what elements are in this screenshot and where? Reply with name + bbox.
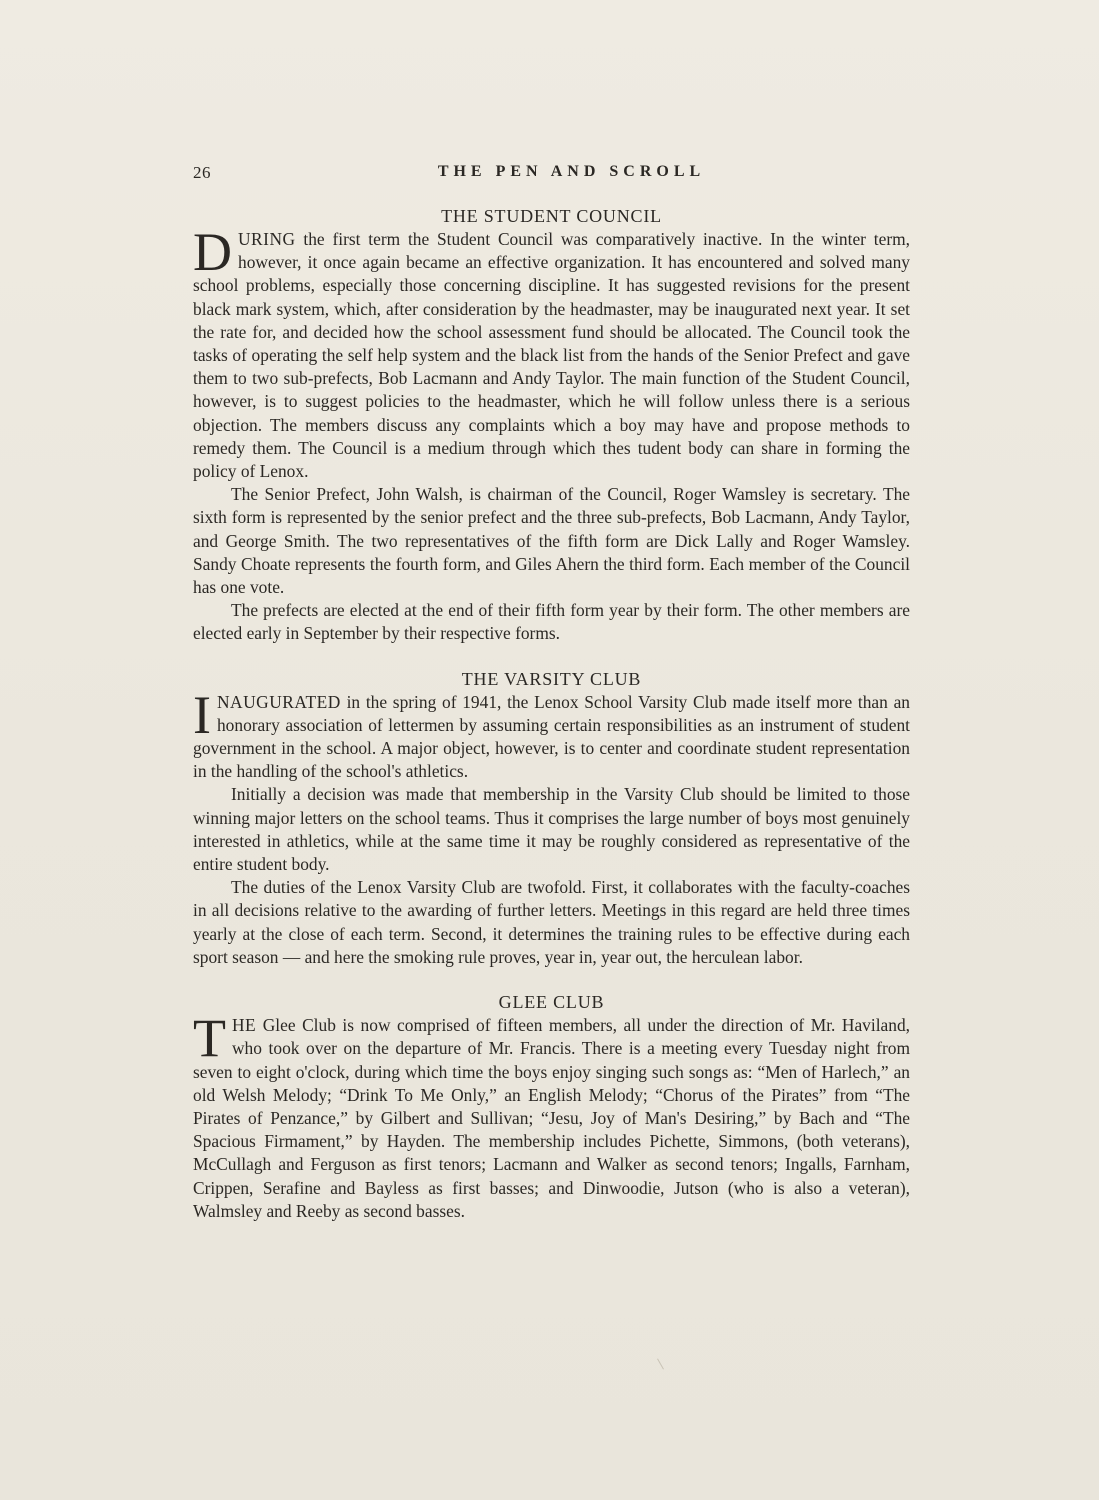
- paragraph: The duties of the Lenox Varsity Club are twofold. First, it collaborates with the faculty-coaches in all decisions relative to the awarding of further letters. Meetings in this regard are held three times yearly at the close of each term. Second, it determines the training rules to be effective during each sport season — and here the smoking rule proves, year in, year out, the herculean labor.: [193, 877, 910, 967]
- running-header: [193, 163, 910, 185]
- paragraph: [193, 222, 910, 483]
- section-title: THE STUDENT COUNCIL: [441, 206, 662, 226]
- paragraph-text: in the spring of 1941, the Lenox School Varsity Club made itself more than an honorary association of lettermen by assuming certain responsibilities as an instrument of student government in the school. A major object, however, is to center and coordinate student representation in the handling of the school's athletics.: [193, 691, 910, 782]
- paragraph-text: the first term the Student Council was comparatively inactive. In the winter term, however, it once again became an effective organization. It has encountered and solved many school problems, especially those concerning discipline. It has suggested revisions for the present black mark system, which, after consideration by the headmaster, may be inaugurated next year. It set the rate for, and decided how the school assessment fund should be allocated. The Council took the tasks of operating the self help system and the black list from the hands of the Senior Prefect and gave them to two sub-prefects, Bob Lacmann and Andy Taylor. The main function of the Student Council, however, is to suggest policies to the headmaster, which he will follow unless there is a serious objection. The members discuss any complaints which a boy may have and propose methods to remedy them. The Council is a medium through which thes tudent body can share in forming the policy of Lenox.: [193, 229, 910, 482]
- paragraph: [193, 1008, 910, 1223]
- section-varsity-club: [193, 668, 910, 969]
- paper-mark: [657, 1359, 664, 1370]
- drop-cap: D: [193, 222, 232, 282]
- paragraph: The prefects are elected at the end of their fifth form year by their form. The other members are elected early in September by their respective forms.: [193, 600, 910, 644]
- lead-word: URING: [238, 229, 296, 249]
- drop-cap: I: [193, 684, 211, 745]
- drop-cap: T: [193, 1008, 226, 1069]
- paragraph-text: Glee Club is now comprised of fifteen members, all under the direction of Mr. Haviland, who took over on the departure of Mr. Francis. There is a meeting every Tuesday night from seven to eight o'clock, during which time the boys enjoy singing such songs as: “Men of Harlech,” an old Welsh Melody; “Drink To Me Only,” an English Melody; “Chorus of the Pirates” from “The Pirates of Penzance,” by Gilbert and Sullivan; “Jesu, Joy of Man's Desiring,” by Bach and “The Spacious Firmament,” by Hayden. The membership includes Pichette, Simmons, (both veterans), McCullagh and Ferguson as first tenors; Lacmann and Walker as second tenors; Ingalls, Farnham, Crippen, Serafine and Bayless as first basses; and Dinwoodie, Jutson (who is also a veteran), Walmsley and Reeby as second basses.: [193, 1015, 910, 1221]
- paragraph: The Senior Prefect, John Walsh, is chairman of the Council, Roger Wamsley is secretary. The sixth form is represented by the senior prefect and the three sub-prefects, Bob Lacmann, Andy Taylor, and George Smith. The two representatives of the fifth form are Dick Lally and Roger Wamsley. Sandy Choate represents the fourth form, and Giles Ahern the third form. Each member of the Council has one vote.: [193, 484, 910, 598]
- section-glee-club: [193, 991, 910, 1223]
- lead-word: NAUGURATED: [216, 691, 341, 712]
- paragraph: Initially a decision was made that membership in the Varsity Club should be limited to those winning major letters on the school teams. Thus it comprises the large number of boys most genuinely interested in athletics, while at the same time it may be roughly considered as representative of the entire student body.: [193, 784, 910, 875]
- page-number: 26: [193, 163, 211, 182]
- section-student-council: [193, 205, 910, 646]
- article-body: [193, 205, 910, 1223]
- section-title: THE VARSITY CLUB: [461, 668, 642, 689]
- section-title: GLEE CLUB: [498, 992, 605, 1013]
- paragraph: [193, 684, 910, 784]
- lead-word: HE: [232, 1015, 257, 1036]
- journal-title: THE PEN AND SCROLL: [437, 163, 706, 180]
